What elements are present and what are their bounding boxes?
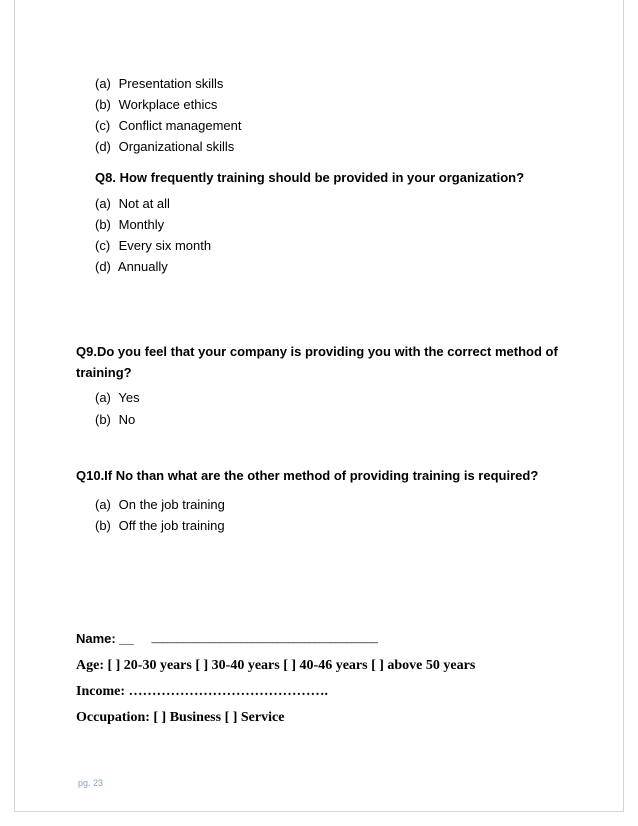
income-line: Income: ……………………………………. [76,684,328,699]
option-label: (d) [95,259,111,274]
option-label: (c) [95,118,111,133]
option-label: (a) [95,76,111,91]
q7-option-c [95,118,241,134]
q8-option-b [95,217,164,233]
q9-question-line1: Q9.Do you feel that your company is providing you with the correct method of [76,344,558,359]
option-text: Presentation skills [118,76,224,91]
q8-option-c [95,238,211,254]
q7-option-a [95,76,223,92]
name-blank-line: ___________________________________________ [151,633,378,644]
option-label: (b) [95,412,111,427]
option-text: Not at all [118,196,170,211]
option-label: (b) [95,217,111,232]
option-text: Workplace ethics [118,97,218,112]
q8-option-d [95,259,168,275]
document-page [14,0,624,812]
option-text: No [118,412,136,427]
option-text: Every six month [118,238,212,253]
age-line: Age: [ ] 20-30 years [ ] 30-40 years [ ] 40-46 years [ ] above 50 years [76,658,476,673]
option-label: (b) [95,97,111,112]
option-label: (c) [95,238,111,253]
option-label: (a) [95,196,111,211]
q7-option-d [95,139,234,155]
option-label: (b) [95,518,111,533]
q8-option-a [95,196,170,212]
option-text: Annually [117,259,168,274]
option-label: (d) [95,139,111,154]
q9-option-a [95,390,140,406]
option-text: Monthly [118,217,165,232]
option-text: Yes [118,390,140,405]
option-label: (a) [95,497,111,512]
q9-option-b [95,412,135,428]
q9-question-line2: training? [76,365,132,380]
option-text: Off the job training [118,518,225,533]
q10-option-a [95,497,225,513]
option-text: Organizational skills [118,139,235,154]
q10-option-b [95,518,225,534]
q8-question: Q8. How frequently training should be provided in your organization? [95,170,525,185]
name-label: Name: __ [76,631,134,646]
option-text: Conflict management [118,118,242,133]
q7-option-b [95,97,217,113]
occupation-line: Occupation: [ ] Business [ ] Service [76,710,285,725]
page-number: pg. 23 [78,778,104,788]
option-text: On the job training [118,497,225,512]
q10-question: Q10.If No than what are the other method of providing training is required? [76,468,539,483]
name-field [76,631,378,647]
option-label: (a) [95,390,111,405]
